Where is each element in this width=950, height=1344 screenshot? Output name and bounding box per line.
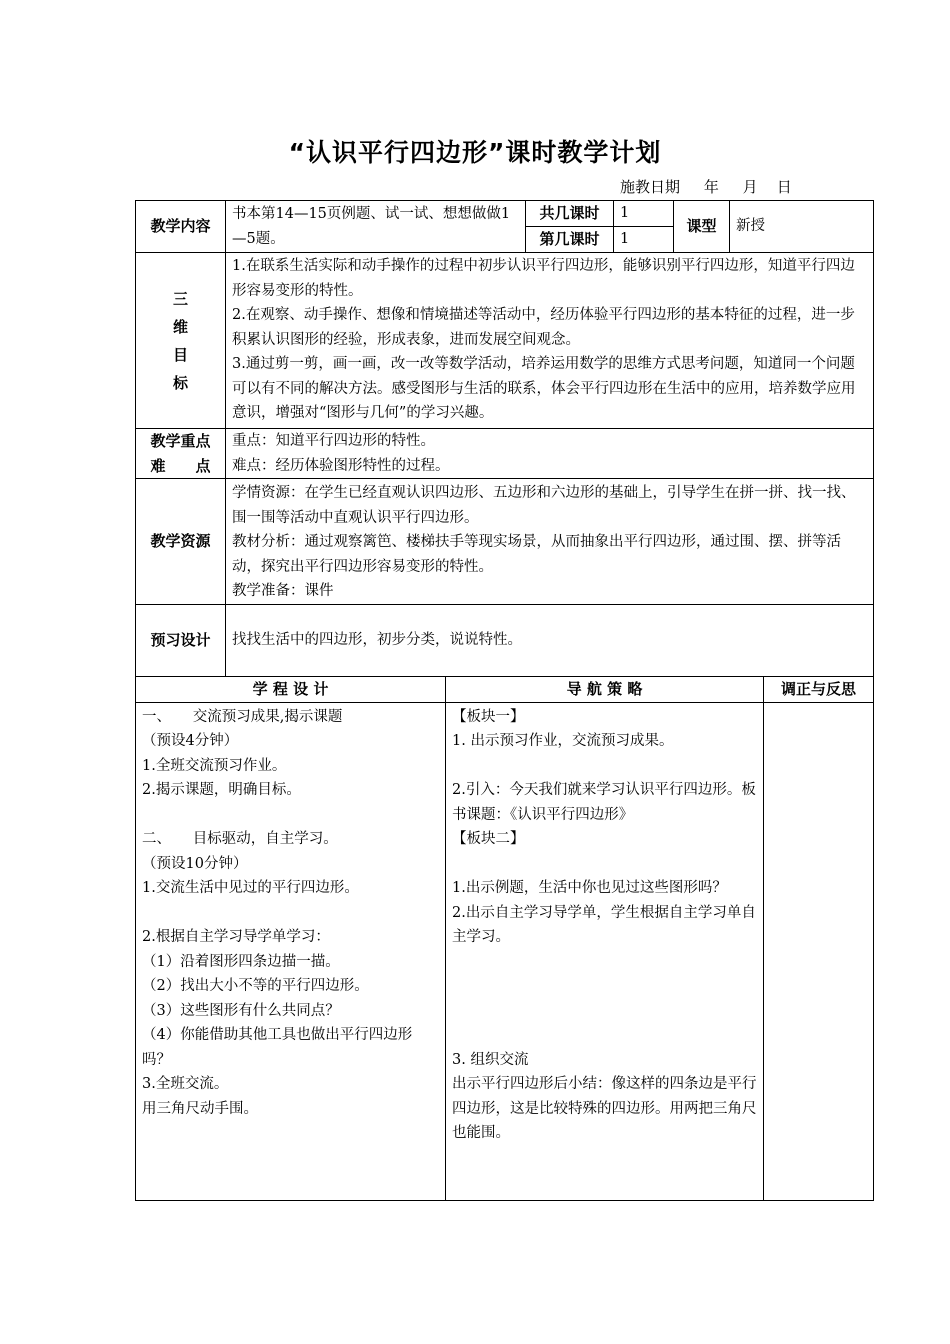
strategy-line: 【板块一】 xyxy=(452,708,525,725)
design-line: （3）这些图形有什么共同点？ xyxy=(142,1002,340,1019)
strategy-line: 1. 出示预习作业，交流预习成果。 xyxy=(452,733,674,749)
goals-label: 三 维 目 标 xyxy=(136,253,226,429)
resource-item: 学情资源：在学生已经直观认识四边形、五边形和六边形的基础上，引导学生在拼一拼、找一找、围一围等活动中直观认识平行四边形。 xyxy=(232,485,856,526)
design-line: 2.根据自主学习导学单学习： xyxy=(142,929,330,945)
resource-item: 教学准备：课件 xyxy=(232,583,334,599)
process-design-column xyxy=(136,702,446,1200)
design-line: 2.揭示课题，明确目标。 xyxy=(142,782,301,798)
strategy-line xyxy=(452,950,757,975)
resources-text xyxy=(226,479,874,605)
difficulty-text: 难点：经历体验图形特性的过程。 xyxy=(232,457,450,474)
process-header-strategy: 导 航 策 略 xyxy=(446,677,764,703)
total-lessons-label: 共几课时 xyxy=(526,201,614,227)
strategy-line: 2.引入：今天我们就来学习认识平行四边形。板书课题：《认识平行四边形》 xyxy=(452,782,756,823)
teaching-date-line: 施教日期 年 月 日 xyxy=(620,178,792,196)
goals-text xyxy=(226,253,874,429)
lesson-number-value: 1 xyxy=(614,227,674,253)
focus-text: 重点：知道平行四边形的特性。 xyxy=(232,433,435,449)
design-line: 用三角尺动手围。 xyxy=(142,1100,258,1117)
process-header-design: 学 程 设 计 xyxy=(136,677,446,703)
design-line: 1.全班交流预习作业。 xyxy=(142,757,287,774)
strategy-line xyxy=(452,974,757,999)
strategy-line: 【板块二】 xyxy=(452,831,525,847)
total-lessons-value: 1 xyxy=(614,201,674,227)
design-line: （4）你能借助其他工具也做出平行四边形吗？ xyxy=(142,1027,413,1068)
process-reflection-column xyxy=(764,702,874,1200)
keypoints-label: 教学重点 难 点 xyxy=(136,429,226,479)
strategy-line: 出示平行四边形后小结：像这样的四条边是平行四边形，这是比较特殊的四边形。用两把三角尺也能围。 xyxy=(452,1076,757,1141)
process-table xyxy=(135,676,874,1201)
strategy-line xyxy=(452,754,757,779)
strategy-line: 2.出示自主学习导学单，学生根据自主学习单自主学习。 xyxy=(452,904,756,945)
lesson-number-label: 第几课时 xyxy=(526,227,614,253)
goal-item: 3.通过剪一剪，画一画，改一改等数学活动，培养运用数学的思维方式思考问题，知道同一个问题可以有不同的解决方法。感受图形与生活的联系，体会平行四边形在生活中的应用，培养数学应用意识，增强对“图形与几何”的学习兴趣。 xyxy=(232,356,856,421)
preview-label: 预习设计 xyxy=(136,605,226,677)
design-line xyxy=(142,901,439,926)
strategy-line xyxy=(452,999,757,1024)
keypoints-text xyxy=(226,429,874,479)
strategy-line: 3. 组织交流 xyxy=(452,1051,529,1068)
process-strategy-column xyxy=(446,702,764,1200)
content-label: 教学内容 xyxy=(136,201,226,253)
preview-text: 找找生活中的四边形，初步分类，说说特性。 xyxy=(226,605,874,677)
document-title: “认识平行四边形”课时教学计划 xyxy=(288,138,662,167)
strategy-line xyxy=(452,1023,757,1048)
design-line: （2）找出大小不等的平行四边形。 xyxy=(142,978,369,994)
design-line: 二、 目标驱动，自主学习。 xyxy=(142,831,338,847)
design-line xyxy=(142,803,439,828)
lesson-type-value: 新授 xyxy=(730,201,874,253)
goal-item: 2.在观察、动手操作、想像和情境描述等活动中，经历体验平行四边形的基本特征的过程，进一步积累认识图形的经验，形成表象，进而发展空间观念。 xyxy=(232,307,855,348)
process-header-reflection: 调正与反思 xyxy=(764,677,874,703)
design-line: 3.全班交流。 xyxy=(142,1076,229,1092)
design-line: 1.交流生活中见过的平行四边形。 xyxy=(142,880,359,896)
resources-label: 教学资源 xyxy=(136,479,226,605)
strategy-line: 1.出示例题，生活中你也见过这些图形吗？ xyxy=(452,880,727,896)
lesson-type-label: 课型 xyxy=(674,201,730,253)
content-text: 书本第14—15页例题、试一试、想想做做1—5题。 xyxy=(226,201,526,253)
design-line: （1）沿着图形四条边描一描。 xyxy=(142,953,340,970)
design-line: 一、 交流预习成果,揭示课题 xyxy=(142,708,343,725)
plan-info-table xyxy=(135,200,874,677)
design-line: （预设10分钟） xyxy=(142,855,248,872)
strategy-line xyxy=(452,852,757,877)
goal-item: 1.在联系生活实际和动手操作的过程中初步认识平行四边形，能够识别平行四边形，知道平行四边形容易变形的特性。 xyxy=(232,258,855,299)
resource-item: 教材分析：通过观察篱笆、楼梯扶手等现实场景，从而抽象出平行四边形，通过围、摆、拼等活动，探究出平行四边形容易变形的特性。 xyxy=(232,534,841,575)
design-line: （预设4分钟） xyxy=(142,733,239,749)
